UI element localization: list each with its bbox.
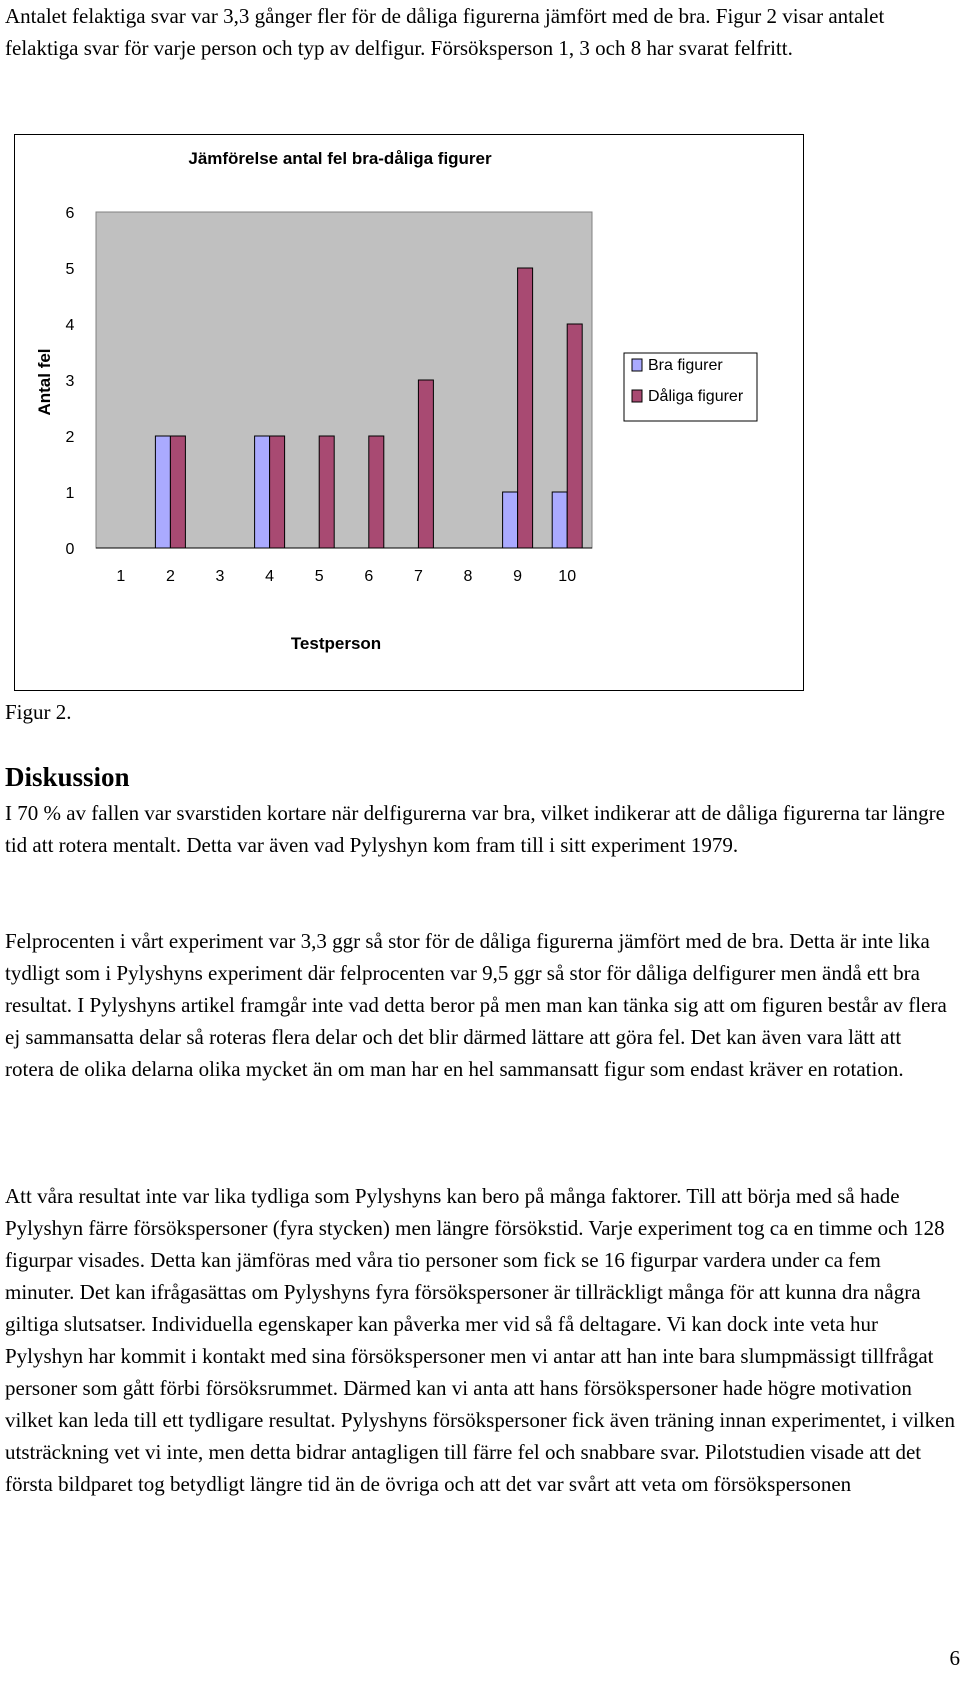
paragraph-3: Att våra resultat inte var lika tydliga som Pylyshyns kan bero på många faktorer. Till att börja med så hade Pylyshyn färre försökspersoner (fyra stycken) men längre försökstid. Varje experiment tog ca en timme och 128 figurpar visades. Detta kan jämföras med våra tio personer som fick se 16 figurpar vardera under ca fem minuter. Det kan ifrågasättas om Pylyshyns fyra försökspersoner är tillräckligt många för att kunna dra några giltiga slutsatser. Individuella egenskaper kan påverka mer vid så få deltagare. Vi kan dock inte veta hur Pylyshyn har kommit i kontakt med sina försökspersoner men vi antar att han inte bara slumpmässigt tillfrågat personer som gått förbi försöksrummet. Därmed kan vi anta att hans försökspersoner hade högre motivation vilket kan leda till ett tydligare resultat. Pylyshyns försökspersoner fick även träning innan experimentet, i vilken utsträckning vet vi inte, men detta bidrar antagligen till färre fel och snabbare svar. Pilotstudien visade att det första bildparet tog betydligt längre tid än de övriga och att det var svårt att veta om försökspersonen	[5, 1184, 956, 1496]
legend-swatch	[632, 390, 642, 402]
x-tick-label: 9	[513, 568, 523, 585]
bar-daliga-figurer	[270, 436, 285, 548]
chart-title: Jämförelse antal fel bra-dåliga figurer	[188, 149, 492, 168]
y-axis-label: Antal fel	[35, 348, 54, 416]
x-tick-label: 2	[165, 568, 175, 585]
x-tick-label: 1	[116, 568, 126, 585]
y-tick-label: 6	[65, 205, 75, 222]
y-tick-label: 3	[65, 373, 75, 390]
figure-caption: Figur 2.	[5, 700, 72, 724]
page-number: 6	[949, 1646, 960, 1670]
y-tick-label: 1	[65, 485, 75, 502]
legend	[624, 353, 757, 421]
paragraph-1: I 70 % av fallen var svarstiden kortare när delfigurerna var bra, vilket indikerar att de dåliga figurerna tar längre tid att rotera mentalt. Detta var även vad Pylyshyn kom fram till i sitt experiment 1979.	[5, 801, 945, 857]
bar-daliga-figurer	[518, 268, 533, 548]
bar-bra-figurer	[503, 492, 518, 548]
x-tick-label: 10	[558, 568, 577, 585]
bar-daliga-figurer	[418, 380, 433, 548]
y-tick-label: 2	[65, 429, 75, 446]
y-tick-label: 4	[65, 317, 75, 334]
x-tick-label: 8	[463, 568, 473, 585]
legend-label: Bra figurer	[648, 357, 723, 374]
paragraph-2: Felprocenten i vårt experiment var 3,3 ggr så stor för de dåliga figurerna jämfört med de bra. Detta är inte lika tydligt som i Pylyshyns experiment där felprocenten var 9,5 ggr så stor för dåliga delfigurer men ändå ett bra resultat. I Pylyshyns artikel framgår inte vad detta beror på men man kan tänka sig att om figuren består av flera ej sammansatta delar så roteras flera delar och det blir därmed lättare att göra fel. Det kan även vara lätt att rotera de olika delarna olika mycket än om man har en hel sammansatt figur som endast kräver en rotation.	[5, 929, 947, 1081]
bar-bra-figurer	[255, 436, 270, 548]
x-axis-label: Testperson	[290, 634, 382, 653]
bar-bra-figurer	[155, 436, 170, 548]
x-tick-label: 4	[265, 568, 275, 585]
bar-daliga-figurer	[369, 436, 384, 548]
bar-daliga-figurer	[170, 436, 185, 548]
y-tick-label: 5	[65, 261, 75, 278]
x-tick-label: 6	[364, 568, 374, 585]
bar-bra-figurer	[552, 492, 567, 548]
legend-label: Dåliga figurer	[648, 388, 744, 405]
x-tick-label: 7	[413, 568, 423, 585]
x-tick-label: 5	[314, 568, 324, 585]
section-heading: Diskussion	[5, 762, 130, 792]
y-tick-label: 0	[65, 541, 75, 558]
chart-svg	[14, 134, 804, 691]
bar-daliga-figurer	[567, 324, 582, 548]
legend-swatch	[632, 359, 642, 371]
bar-daliga-figurer	[319, 436, 334, 548]
x-tick-label: 3	[215, 568, 225, 585]
figure-2-chart	[14, 134, 804, 691]
intro-paragraph: Antalet felaktiga svar var 3,3 gånger fler för de dåliga figurerna jämfört med de bra. Figur 2 visar antalet felaktiga svar för varje person och typ av delfigur. Försöksperson 1, 3 och 8 har svarat felfritt.	[5, 4, 885, 60]
